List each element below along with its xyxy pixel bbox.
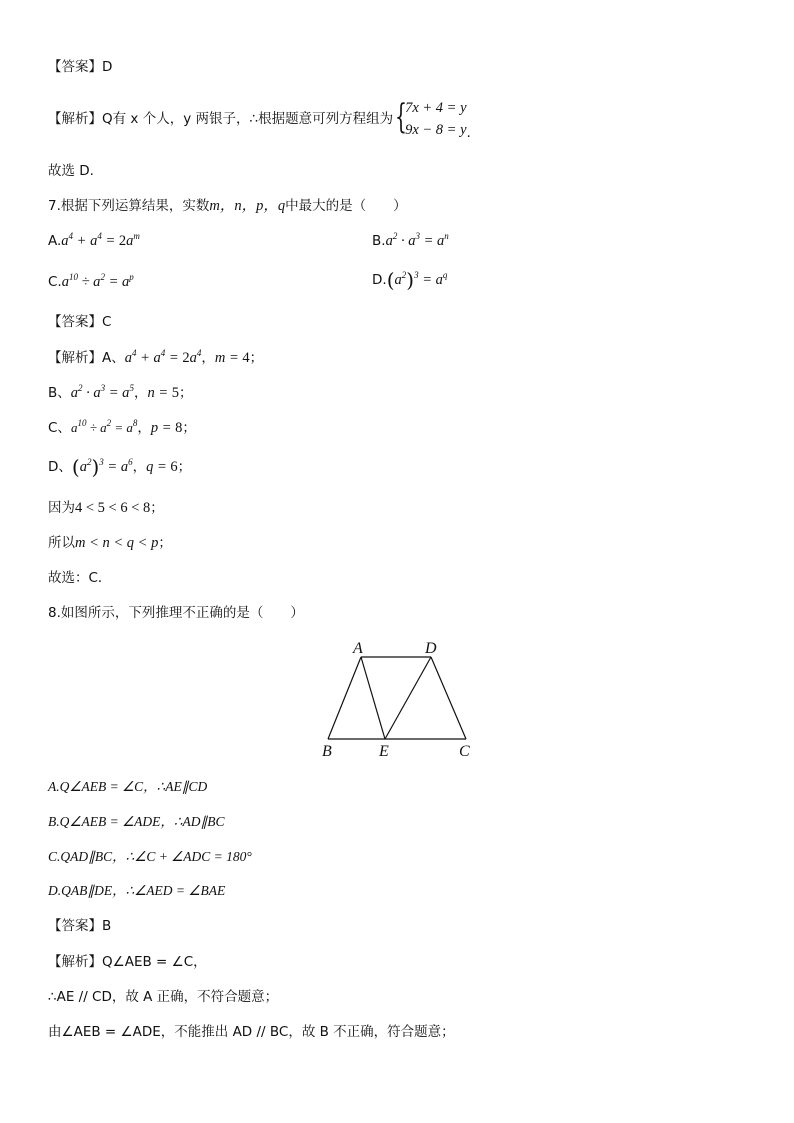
option-b-label: B. [372, 233, 386, 249]
analysis-line-2-q8: ∴AE // CD，故 A 正确，不符合题意； [48, 989, 279, 1005]
label-point-b: B [322, 743, 332, 760]
because-expression: 4 < 5 < 6 < 8 [75, 500, 151, 516]
equation-2: 9x − 8 = y [405, 122, 467, 138]
so-expression: m < n < q < p [75, 535, 159, 551]
stem-variables: m，n，p，q [209, 198, 286, 214]
option-a-label: A. [48, 233, 62, 249]
segment-ae [361, 657, 385, 739]
option-d [372, 270, 447, 290]
stem-text: 7.根据下列运算结果，实数 [48, 198, 210, 214]
q8-option-c-text: C.QAD∥BC，∴∠C + ∠ADC = 180° [48, 849, 252, 864]
question-8-stem: 8.如图所示，下列推理不正确的是（ ） [48, 605, 304, 621]
question-7-stem [48, 196, 407, 216]
analysis-b-label: B、 [48, 385, 71, 401]
q8-option-a-text: A.Q∠AEB = ∠C，∴AE∥CD [48, 779, 208, 794]
geometry-figure [316, 636, 478, 762]
analysis-line-c: C、$a^{10} \div a^2 = a^8$，p = 8； [48, 418, 196, 436]
brace-icon: { [395, 97, 407, 137]
analysis-c-label: C、 [48, 420, 71, 436]
q8-option-a [48, 777, 207, 797]
segment-ab [328, 657, 361, 739]
so-line: 所以m < n < q < p； [48, 535, 172, 551]
answer-line-q7: 【答案】C [48, 314, 112, 330]
q8-option-b [48, 812, 225, 832]
option-d-label: D. [372, 272, 387, 288]
option-b-formula: $a^2 \cdot a^3 = a^n$ [385, 231, 449, 249]
option-d-formula: $(a^2)^3 = a^q$ [386, 268, 448, 292]
analysis-c-formula: $a^{10} \div a^2 = a^8$ [70, 418, 138, 435]
analysis-label: 【解析】 [48, 111, 102, 127]
answer-line-q6: 【答案】D [48, 59, 113, 75]
analysis-line-d: D、$(a^2)^3 = a^6$，q = 6； [48, 455, 192, 479]
option-a [48, 231, 140, 251]
analysis-line-3-q8: 由∠AEB = ∠ADE，不能推出 AD // BC，故 B 不正确，符合题意； [48, 1024, 455, 1040]
analysis-line-1-q8: 【解析】Q∠AEB = ∠C， [48, 954, 207, 970]
analysis-label-q7: 【解析】A、 [48, 350, 125, 366]
label-point-a: A [353, 640, 363, 657]
analysis-b-formula: $a^2 \cdot a^3 = a^5$ [70, 383, 134, 401]
because-text: 因为 [48, 500, 75, 516]
analysis-b-result: n = 5 [147, 385, 179, 401]
answer-line-q8: 【答案】B [48, 918, 112, 934]
option-c [48, 272, 134, 292]
stem-end: 中最大的是（ ） [285, 198, 407, 214]
analysis-d-result: q = 6 [146, 459, 178, 475]
option-b [372, 231, 449, 251]
option-c-formula: $a^{10} \div a^2 = a^p$ [61, 272, 134, 290]
label-point-d: D [425, 640, 437, 657]
analysis-line-q6 [48, 97, 471, 143]
analysis-line-a: 【解析】A、$a^4 + a^4 = 2a^4$，m = 4； [48, 348, 264, 366]
analysis-c-result: p = 8 [150, 420, 183, 436]
analysis-a-result: m = 4 [214, 350, 250, 366]
conclusion-q7: 故选：C． [48, 570, 112, 586]
analysis-text: Q有 x 个人，y 两银子，∴根据题意可列方程组为 [102, 111, 394, 127]
because-line: 因为4 < 5 < 6 < 8； [48, 500, 164, 516]
so-text: 所以 [48, 535, 75, 551]
q8-option-d [48, 881, 225, 901]
equation-period: . [466, 125, 471, 141]
q8-option-b-text: B.Q∠AEB = ∠ADE，∴AD∥BC [48, 814, 225, 829]
analysis-a-formula: $a^4 + a^4 = 2a^4$ [124, 348, 202, 366]
label-point-c: C [459, 743, 470, 760]
segment-de [385, 657, 431, 739]
option-c-label: C. [48, 274, 62, 290]
q8-option-d-text: D.QAB∥DE，∴∠AED = ∠BAE [48, 883, 226, 898]
analysis-line-b: B、$a^2 \cdot a^3 = a^5$，n = 5； [48, 383, 193, 401]
analysis-d-label: D、 [48, 459, 72, 475]
q8-option-c [48, 847, 252, 867]
analysis-d-formula: $(a^2)^3 = a^6$ [71, 455, 133, 479]
equation-system [395, 97, 466, 141]
equation-1: 7x + 4 = y [405, 100, 467, 116]
option-a-formula: $a^4 + a^4 = 2a^m$ [61, 231, 140, 249]
conclusion-q6: 故选 D. [48, 163, 94, 179]
label-point-e: E [379, 743, 389, 760]
segment-dc [431, 657, 466, 739]
